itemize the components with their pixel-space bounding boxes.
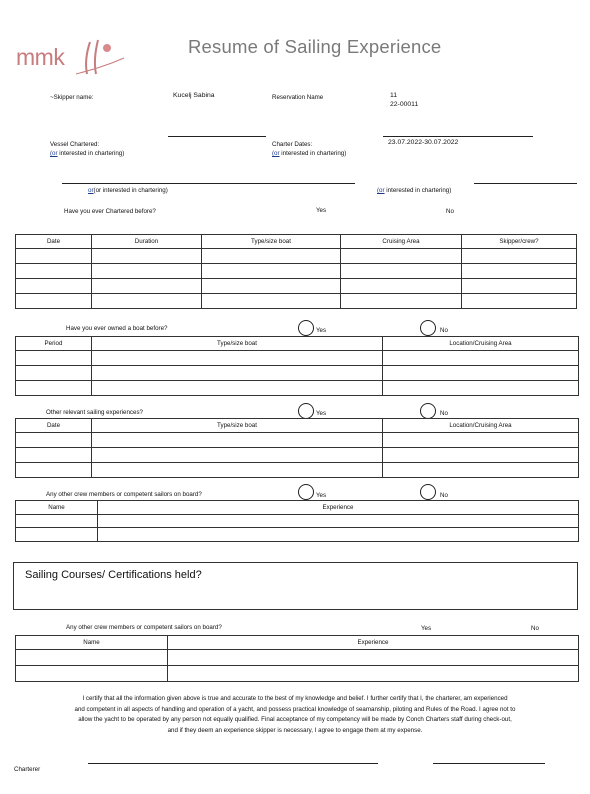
certification-line: and if they deem an experience skipper is necessary, I agree to engage them at my expense. [167,726,423,734]
vessel-chartered-sublabel: (or interested in chartering) [50,150,125,157]
table-row[interactable] [16,448,579,463]
logo-sail-mark [76,36,126,78]
reservation-value-line1[interactable]: 11 [390,92,398,99]
chartered-before-no[interactable]: No [446,208,454,215]
column-header-duration: Duration [92,235,202,249]
logo-text: mmk [16,44,65,70]
crew-members-table-2 [15,635,579,682]
table-row[interactable] [16,279,577,294]
sailing-courses-box[interactable] [13,562,578,610]
row3-right-label: (or interested in chartering) [377,187,452,194]
skipper-name-label: ~Skipper name: [50,94,94,101]
column-header-experience: Experience [168,636,579,650]
column-header-location-cruising-area: Location/Cruising Area [383,419,579,433]
crew-members-yes-radio[interactable] [298,484,314,500]
column-header-type-size-boat: Type/size boat [92,419,383,433]
table-row[interactable] [16,249,577,264]
table-row[interactable] [16,381,579,396]
table-row[interactable] [16,366,579,381]
charterer-signature-line[interactable] [88,763,378,764]
column-header-period: Period [16,337,92,351]
other-experience-yes-label: Yes [316,410,327,417]
date-signature-line[interactable] [433,763,545,764]
column-header-date: Date [16,235,92,249]
other-experience-table [15,418,579,478]
certification-statement [40,694,550,736]
table-row[interactable] [16,433,579,448]
reservation-value-line2[interactable]: 22-00011 [390,101,419,108]
owned-boat-yes-radio[interactable] [298,320,314,336]
table-row[interactable] [16,650,579,666]
owned-boat-no-radio[interactable] [420,320,436,336]
charter-dates-field-line[interactable] [383,136,533,137]
row3-left-line[interactable] [62,183,355,184]
column-header-name: Name [16,501,98,515]
table-row[interactable] [16,463,579,478]
reservation-name-label: Reservation Name [272,94,324,101]
column-header-location-cruising-area: Location/Cruising Area [383,337,579,351]
owned-boat-no-label: No [440,327,448,334]
column-header-skipper-crew: Skipper/crew? [462,235,577,249]
owned-boat-table [15,336,579,396]
crew-members-no-label: No [440,492,448,499]
charterer-label: Charterer [14,766,41,773]
row3-right-line[interactable] [474,183,577,184]
column-header-date: Date [16,419,92,433]
column-header-type-size-boat: Type/size boat [202,235,341,249]
crew-members-yes-2[interactable]: Yes [421,625,432,632]
chartered-before-yes[interactable]: Yes [316,207,327,214]
crew-members-yes-label: Yes [316,492,327,499]
owned-boat-question: Have you ever owned a boat before? [66,325,168,332]
table-row[interactable] [16,351,579,366]
owned-boat-yes-label: Yes [316,327,327,334]
table-row[interactable] [16,515,579,528]
table-row[interactable] [16,666,579,682]
column-header-cruising-area: Cruising Area [341,235,462,249]
column-header-experience: Experience [98,501,579,515]
charter-dates-sublabel: (or interested in chartering) [272,150,347,157]
vessel-field-line[interactable] [168,136,266,137]
table-row[interactable] [16,264,577,279]
other-experience-no-radio[interactable] [420,403,436,419]
crew-members-no-2[interactable]: No [531,625,539,632]
other-experience-no-label: No [440,410,448,417]
row3-left-label: or(or interested in chartering) [88,187,168,194]
column-header-name: Name [16,636,168,650]
crew-members-question: Any other crew members or competent sailors on board? [46,491,202,498]
crew-members-table [15,500,579,542]
certification-line: and competent in all aspects of handling and operation of a yacht, and possess practical knowledge of seamanship, piloting and Rules of the Road. I agree not to [74,705,516,713]
column-header-type-size-boat: Type/size boat [92,337,383,351]
charter-dates-label: Charter Dates: [272,141,313,148]
crew-members-no-radio[interactable] [420,484,436,500]
certification-line: allow the yacht to be operated by any person not equally qualified. Final acceptance of my competency will be made by Conch Charters staff during check-out, [78,716,512,723]
charter-dates-value[interactable]: 23.07.2022-30.07.2022 [388,139,459,146]
company-logo [14,36,114,78]
sailing-courses-label: Sailing Courses/ Certifications held? [25,569,202,581]
crew-members-question-2: Any other crew members or competent sailors on board? [66,624,222,631]
table-row[interactable] [16,528,579,542]
page-title: Resume of Sailing Experience [188,36,442,57]
vessel-chartered-label: Vessel Chartered: [50,141,100,148]
certification-line: I certify that all the information given above is true and accurate to the best of my knowledge and belief. I further certify that I, the charterer, am experienced [82,695,508,702]
other-experience-yes-radio[interactable] [298,403,314,419]
table-row[interactable] [16,294,577,309]
skipper-name-value[interactable]: Kucelj Sabina [173,92,215,99]
charter-history-table [15,234,577,309]
other-experience-question: Other relevant sailing experiences? [46,409,143,416]
chartered-before-question: Have you ever Chartered before? [64,208,156,215]
